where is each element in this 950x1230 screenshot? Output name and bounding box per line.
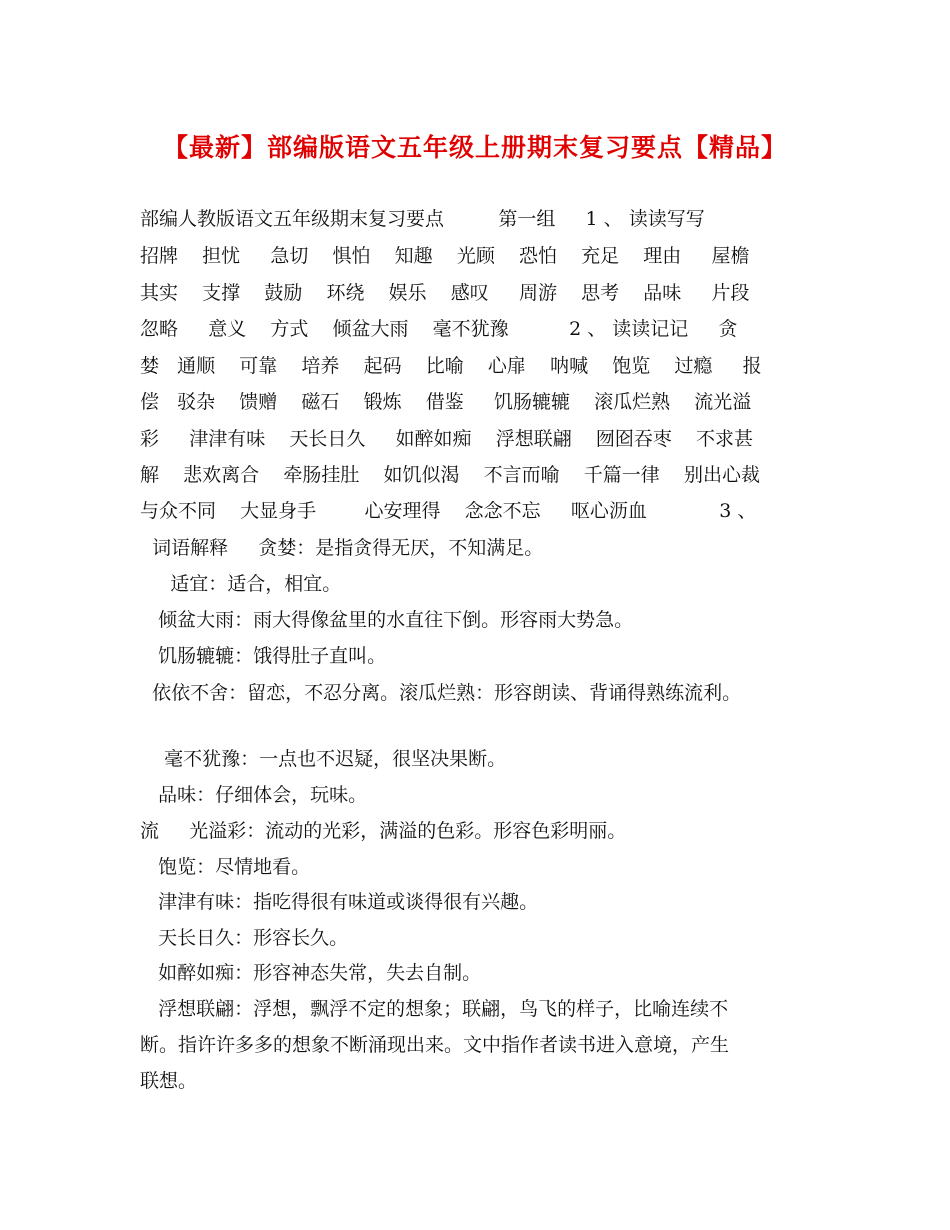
text-line: 招牌 担忧 急切 惧怕 知趣 光顾 恐怕 充足 理由 屋檐 — [140, 245, 750, 267]
text-line: 彩 津津有味 天长日久 如醉如痴 浮想联翩 囫囵吞枣 不求甚 — [140, 428, 754, 450]
text-line: 其实 支撑 鼓励 环绕 娱乐 感叹 周游 思考 品味 片段 — [140, 282, 750, 304]
text-line: 如醉如痴：形容神态失常，失去自制。 — [140, 962, 482, 984]
text-line: 适宜：适合，相宜。 — [140, 573, 342, 595]
document-title: 【最新】部编版语文五年级上册期末复习要点【精品】 — [162, 133, 787, 162]
text-line: 婪 通顺 可靠 培养 起码 比喻 心扉 呐喊 饱览 过瘾 报 — [140, 355, 762, 377]
text-line: 流 光溢彩：流动的光彩，满溢的色彩。形容色彩明丽。 — [140, 820, 627, 842]
text-line: 毫不犹豫：一点也不迟疑，很坚决果断。 — [140, 748, 507, 770]
text-line: 依依不舍：留恋，不忍分离。滚瓜烂熟：形容朗读、背诵得熟练流利。 — [140, 682, 742, 704]
text-line: 饱览：尽情地看。 — [140, 856, 311, 878]
text-line: 忽略 意义 方式 倾盆大雨 毫不犹豫 2 、 读读记记 贪 — [140, 318, 738, 340]
text-line: 词语解释 贪婪：是指贪得无厌，不知满足。 — [140, 537, 544, 559]
text-line: 饥肠辘辘：饿得肚子直叫。 — [140, 645, 387, 667]
text-line: 与众不同 大显身手 心安理得 念念不忘 呕心沥血 3 、 — [140, 500, 757, 522]
text-line: 偿 驳杂 馈赠 磁石 锻炼 借鉴 饥肠辘辘 滚瓜烂熟 流光溢 — [140, 391, 752, 413]
text-line: 联想。 — [140, 1070, 198, 1092]
text-line: 天长日久：形容长久。 — [140, 927, 349, 949]
text-line: 品味：仔细体会，玩味。 — [140, 784, 368, 806]
text-line: 浮想联翩：浮想，飘浮不定的想象；联翩，鸟飞的样子，比喻连续不 — [140, 998, 729, 1020]
text-line: 部编人教版语文五年级期末复习要点 第一组 1 、 读读写写 — [140, 208, 705, 230]
text-line: 解 悲欢离合 牵肠挂肚 如饥似渴 不言而喻 千篇一律 别出心裁 — [140, 464, 760, 486]
text-line: 倾盆大雨：雨大得像盆里的水直往下倒。形容雨大势急。 — [140, 609, 634, 631]
text-line: 断。指许许多多的想象不断涌现出来。文中指作者读书进入意境，产生 — [140, 1034, 730, 1056]
text-line: 津津有味：指吃得很有味道或谈得很有兴趣。 — [140, 891, 539, 913]
